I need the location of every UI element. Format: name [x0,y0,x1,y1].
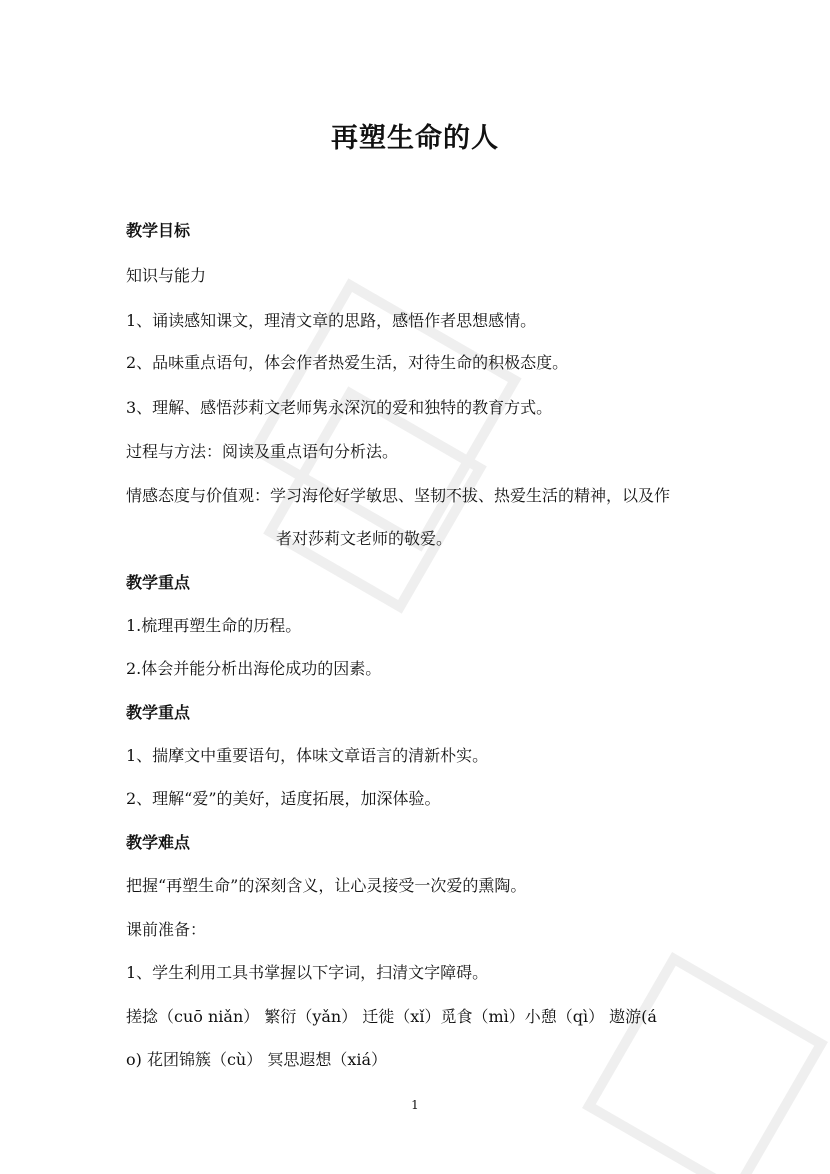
text-line: 过程与方法：阅读及重点语句分析法。 [126,442,399,461]
text-line: 2.体会并能分析出海伦成功的因素。 [126,659,382,678]
section-heading: 教学难点 [126,833,191,852]
text-line: 2、理解“爱”的美好，适度拓展，加深体验。 [126,789,441,808]
document-title: 再塑生命的人 [331,123,499,154]
text-line: 搓捻（cuō niǎn） 繁衍（yǎn） 迁徙（xǐ）觅食（mì）小憩（qì） 遨游(á [126,1007,657,1026]
text-line: 2、品味重点语句，体会作者热爱生活，对待生命的积极态度。 [126,353,569,372]
text-line: 把握“再塑生命”的深刻含义，让心灵接受一次爱的熏陶。 [126,876,527,895]
text-line: 情感态度与价值观：学习海伦好学敏思、坚韧不拔、热爱生活的精神，以及作 [126,486,671,505]
text-line: 者对莎莉文老师的敬爱。 [276,529,453,548]
section-heading: 教学目标 [126,221,191,240]
text-line: 1.梳理再塑生命的历程。 [126,616,302,635]
text-line: 课前准备： [126,920,207,939]
text-line: 知识与能力 [126,266,207,285]
text-line: 3、理解、感悟莎莉文老师隽永深沉的爱和独特的教育方式。 [126,398,553,417]
section-heading: 教学重点 [126,573,191,592]
text-line: 1、揣摩文中重要语句，体味文章语言的清新朴实。 [126,746,489,765]
text-line: 1、诵读感知课文，理清文章的思路，感悟作者思想感情。 [126,311,537,330]
section-heading: 教学重点 [126,703,191,722]
text-line: o) 花团锦簇（cù） 冥思遐想（xiá） [126,1050,387,1069]
text-line: 1、学生利用工具书掌握以下字词，扫清文字障碍。 [126,963,489,982]
page-number: 1 [411,1098,419,1112]
